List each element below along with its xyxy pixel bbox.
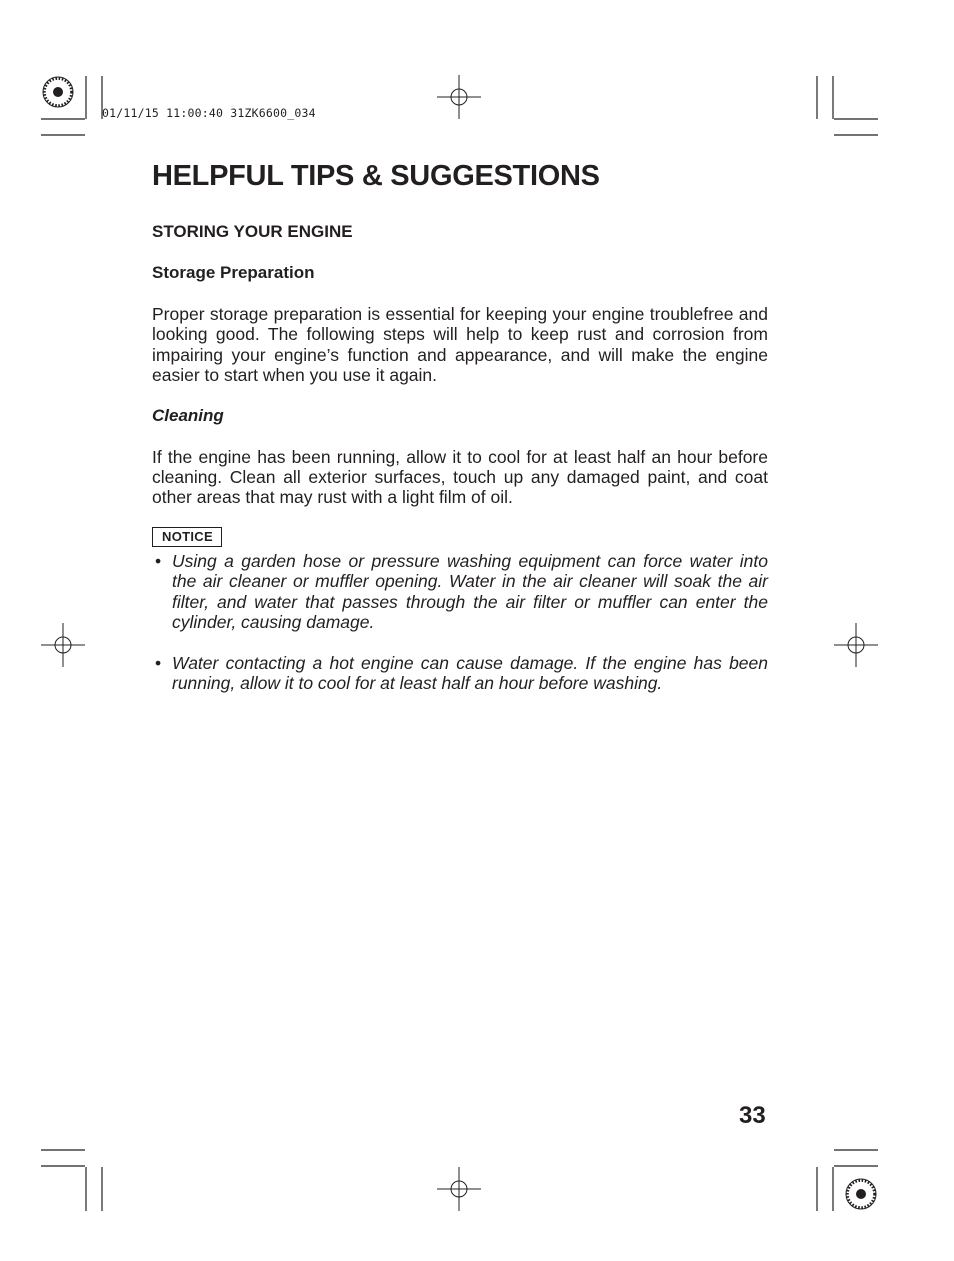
list-item	[152, 653, 768, 694]
page-number: 33	[739, 1102, 766, 1129]
starburst-target-bottom-right	[846, 1179, 876, 1209]
bullet-icon: •	[155, 550, 162, 571]
bullet-text: Water contacting a hot engine can cause damage. If the engine has been running, allow it to cool for at least half an hour before washing.	[172, 652, 768, 694]
crosshair-left	[41, 623, 85, 667]
intro-paragraph: Proper storage preparation is essential for keeping your engine troublefree and looking good. The following steps will help to keep rust and corrosion from impairing your engine’s function and appearance, and will make the engine easier to start when you use it again.	[152, 304, 768, 386]
crosshair-top	[437, 75, 481, 119]
section-heading: STORING YOUR ENGINE	[152, 222, 353, 241]
notice-label: NOTICE	[152, 527, 222, 547]
cleaning-heading: Cleaning	[152, 405, 224, 425]
cleaning-paragraph: If the engine has been running, allow it to cool for at least half an hour before cleaning. Clean all exterior surfaces, touch up any damaged paint, and coat other areas that may rust with a light film of oil.	[152, 446, 768, 508]
list-item	[152, 551, 768, 633]
page-content	[152, 222, 768, 694]
notice-bullet-list	[152, 551, 768, 694]
subsection-heading: Storage Preparation	[152, 263, 315, 282]
crosshair-bottom	[437, 1167, 481, 1211]
bullet-text: Using a garden hose or pressure washing equipment can force water into the air cleaner or muffler opening. Water in the air cleaner will soak the air filter, and water that passes through the air filter or muffler can enter the cylinder, causing damage.	[172, 550, 768, 633]
page-title: HELPFUL TIPS & SUGGESTIONS	[152, 160, 600, 192]
bullet-icon: •	[155, 652, 162, 673]
print-slug: 01/11/15 11:00:40 31ZK6600_034	[102, 106, 316, 120]
starburst-target-top-left	[43, 77, 73, 107]
crosshair-right	[834, 623, 878, 667]
